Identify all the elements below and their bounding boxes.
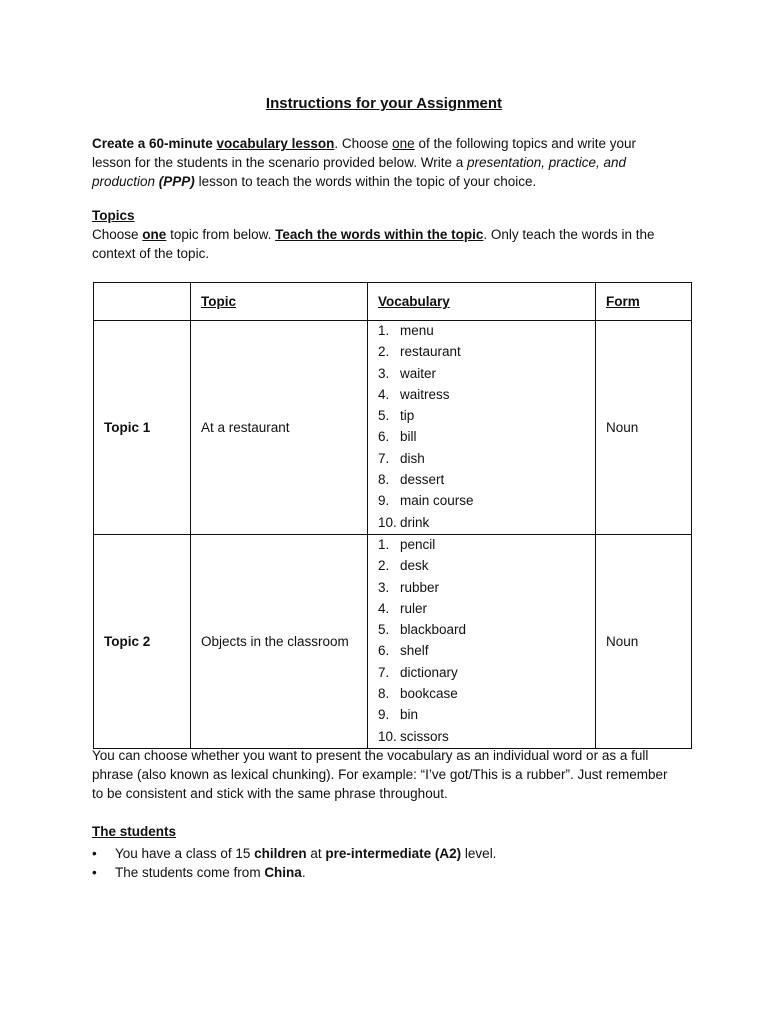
topics-heading: Topics: [92, 208, 135, 223]
vocabulary-cell: [368, 321, 596, 535]
list-item: 9. main course: [378, 493, 474, 509]
topic-name: Objects in the classroom: [191, 534, 368, 748]
list-item: 4. ruler: [378, 600, 428, 616]
list-item: 1. pencil: [378, 536, 436, 552]
intro-text-3: of the following topics and write your lesson for the students in the scenario provided below. Write a: [92, 136, 637, 170]
list-item: • You have a class of 15 children at pre-intermediate (A2) level.: [92, 846, 497, 861]
topics-text-3: . Only teach the words in the context of the topic.: [92, 227, 655, 261]
list-item: 7. dish: [378, 450, 425, 466]
intro-text-1: Create a 60-minute: [92, 136, 217, 151]
topic-label: Topic 1: [94, 321, 191, 535]
list-item: 3. waiter: [378, 365, 437, 381]
form-cell: Noun: [596, 534, 692, 748]
after-table-paragraph: You can choose whether you want to present the vocabulary as an individual word or as a full phrase (also known as lexical chunking). For example: “I’ve got/This is a rubber”. Just remember to be consistent and stick with the same phrase throughout.: [92, 748, 668, 801]
list-item: • The students come from China.: [92, 865, 306, 880]
header-blank: [94, 283, 191, 321]
list-item: 5. blackboard: [378, 622, 467, 638]
topics-one: one: [142, 227, 167, 242]
form-cell: Noun: [596, 321, 692, 535]
students-heading: The students: [92, 824, 177, 839]
list-item: 6. bill: [378, 429, 417, 445]
list-item: 2. restaurant: [378, 344, 461, 360]
intro-ppp-italic: presentation, practice, and production: [92, 155, 627, 189]
topic-label: Topic 2: [94, 534, 191, 748]
list-item: 2. desk: [378, 558, 429, 574]
table-row-topic-1: [94, 321, 692, 535]
table-header-row: [94, 283, 692, 321]
topic-name: At a restaurant: [191, 321, 368, 535]
students-heading-para: [92, 822, 677, 841]
intro-paragraph: [92, 134, 677, 191]
document-title: Instructions for your Assignment: [265, 95, 503, 112]
header-vocabulary: Vocabulary: [368, 283, 596, 321]
students-list: [92, 844, 677, 882]
header-topic: Topic: [191, 283, 368, 321]
vocabulary-cell: [368, 534, 596, 748]
topics-table: [93, 282, 692, 749]
intro-ppp-bold: (PPP): [155, 174, 195, 189]
list-item: 10. drink: [378, 514, 430, 530]
vocabulary-list: [378, 535, 585, 748]
intro-text-2: . Choose: [334, 136, 393, 151]
list-item: 5. tip: [378, 408, 415, 424]
vocabulary-list: [378, 321, 585, 534]
intro-vocab-lesson: vocabulary lesson: [216, 136, 335, 151]
table-row-topic-2: [94, 534, 692, 748]
topics-teach: Teach the words within the topic: [275, 227, 484, 242]
list-item: 1. menu: [378, 323, 434, 338]
list-item: 6. shelf: [378, 643, 429, 659]
topics-instructions: [92, 225, 677, 263]
intro-one: one: [392, 136, 415, 151]
list-item: 10. scissors: [378, 728, 449, 744]
bullet-icon: •: [92, 846, 97, 861]
topics-text-2: topic from below.: [166, 227, 276, 242]
list-item: 8. bookcase: [378, 686, 458, 702]
topics-heading-para: [92, 206, 677, 225]
list-item: 7. dictionary: [378, 664, 458, 680]
list-item: 8. dessert: [378, 472, 445, 488]
list-item: 4. waitress: [378, 386, 450, 402]
topics-text-1: Choose: [92, 227, 143, 242]
header-form: Form: [596, 283, 692, 321]
list-item: 9. bin: [378, 707, 419, 723]
list-item: 3. rubber: [378, 579, 440, 595]
intro-text-4: lesson to teach the words within the topic of your choice.: [194, 174, 537, 189]
bullet-icon: •: [92, 865, 97, 880]
